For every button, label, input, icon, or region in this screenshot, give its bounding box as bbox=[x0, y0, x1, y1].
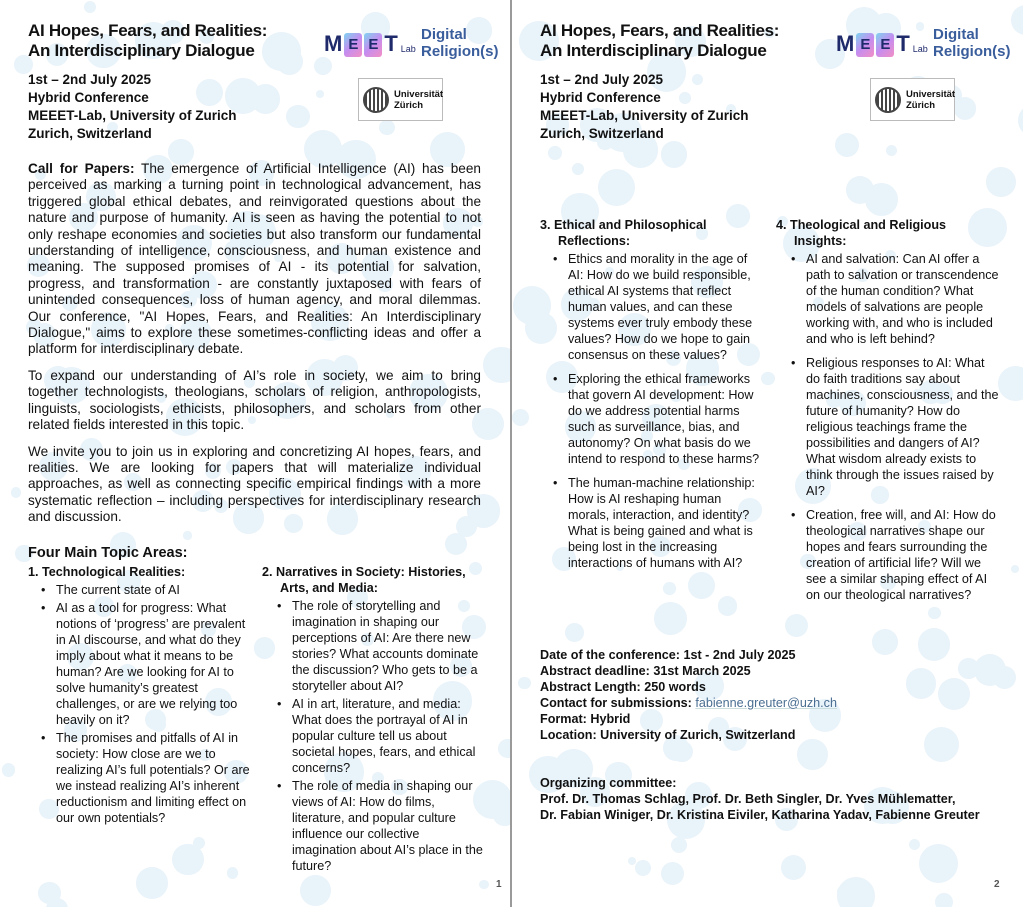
header-block bbox=[540, 21, 826, 143]
paragraph: To expand our understanding of AI’s role in society, we aim to bring together technologists, theologians, scholars of religion, anthropologists, linguists, sociologists, ethicists, philosophers, and scholars from other related fields interested in this topic. bbox=[28, 367, 481, 433]
list-item: • Exploring the ethical frameworks that govern AI development: How do we address potential harms such as surveillance, bias, and autonomy? On what basis do we intend to respond to these harms? bbox=[568, 371, 765, 467]
logo-text: Digital bbox=[421, 26, 467, 43]
title-line: An Interdisciplinary Dialogue bbox=[540, 41, 767, 60]
logo-text: Digital bbox=[933, 26, 979, 43]
contact-email-link[interactable]: fabienne.greuter@uzh.ch bbox=[695, 696, 837, 710]
topics-row bbox=[28, 564, 481, 876]
list-item: • Creation, free will, and AI: How do theological narratives shape our hopes and fears surrounding the creation of artificial life? Will we see a similar shaping effect of AI on our theological narratives? bbox=[806, 507, 1001, 603]
conference-details bbox=[540, 71, 826, 143]
info-deadline bbox=[540, 663, 1002, 679]
list-item: • The role of storytelling and imagination in shaping our perceptions of AI: Are there new stories? What accounts dominate the discussion? Who gets to be a storyteller about AI? bbox=[292, 598, 487, 694]
topic-heading: 4. Theological and Religious Insights: bbox=[776, 218, 947, 248]
page-2-content bbox=[540, 21, 1002, 823]
page-1 bbox=[0, 0, 510, 907]
meeet-lab-logo: M E E T Lab bbox=[836, 31, 928, 56]
label: Date of the conference: bbox=[540, 648, 684, 662]
call-for-papers bbox=[28, 161, 481, 358]
title-line: An Interdisciplinary Dialogue bbox=[28, 41, 255, 60]
value: 1st - 2nd July 2025 bbox=[683, 648, 796, 662]
topic-area-3 bbox=[540, 217, 765, 611]
topic-list bbox=[776, 251, 1001, 603]
conference-title bbox=[540, 21, 826, 61]
meeet-lab-logo: M E E T Lab bbox=[324, 31, 416, 56]
dot bbox=[919, 844, 958, 883]
topic-area-2 bbox=[262, 564, 487, 876]
info-contact bbox=[540, 695, 1002, 711]
topic-heading: 1. Technological Realities: bbox=[28, 564, 186, 579]
logo-text: Zürich bbox=[906, 99, 936, 111]
page-number: 2 bbox=[994, 879, 1000, 890]
logo-text: Universität bbox=[394, 88, 444, 100]
page-1-content bbox=[28, 21, 481, 876]
info-date bbox=[540, 647, 1002, 663]
topics-heading: Four Main Topic Areas: bbox=[28, 544, 188, 561]
page-number: 1 bbox=[496, 879, 502, 890]
dot bbox=[498, 739, 510, 758]
logo-text: Universität bbox=[906, 88, 956, 100]
conference-details bbox=[28, 71, 314, 143]
conference-title bbox=[28, 21, 314, 61]
title-line: AI Hopes, Fears, and Realities: bbox=[540, 21, 780, 40]
committee-members: Dr. Fabian Winiger, Dr. Kristina Eiviler, Katharina Yadav, Fabienne Greuter bbox=[540, 808, 980, 822]
committee-heading: Organizing committee: bbox=[540, 776, 677, 790]
list-item: • The current state of AI bbox=[56, 582, 253, 598]
dot bbox=[998, 366, 1023, 401]
place: Zurich, Switzerland bbox=[28, 126, 152, 141]
dot bbox=[1011, 565, 1019, 573]
dot bbox=[483, 347, 510, 383]
list-item: • AI as a tool for progress: What notions of ‘progress’ are prevalent in AI discourse, and what do they imply about what it means to be human? Are we looking for AI to solve humanity’s greatest challenges, or are we relying too heavily on it? bbox=[56, 600, 253, 728]
dot bbox=[2, 763, 15, 776]
cfp-text: The emergence of Artificial Intelligence (AI) has been perceived as marking a turning point in technological advancement, has triggered global ethical debates, and reinvigorated questions about the nature and purpose of humanity. AI is seen as having the potential to not only reshape economies and societies but also transform our fundamental understanding of intelligence, consciousness, and human existence and meaning. The supposed promises of AI - its potential for salvation, progress, and transformation - are constantly juxtaposed with fears of unintended consequences, loss of human agency, and moral dilemmas. Our conference, "AI Hopes, Fears, and Realities: An Interdisciplinary Dialogue," aims to explore these sometimes-conflicting ideas and offer a platform for interdisciplinary debate. bbox=[28, 161, 481, 357]
label: Contact for submissions: bbox=[540, 696, 696, 710]
format: Hybrid Conference bbox=[540, 90, 661, 105]
host: MEEET-Lab, University of Zurich bbox=[540, 108, 749, 123]
dot bbox=[661, 862, 684, 885]
dot bbox=[935, 893, 953, 907]
list-item: • AI in art, literature, and media: What does the portrayal of AI in popular culture tell us about societal hopes, fears, and ethical concerns? bbox=[292, 696, 487, 776]
organizing-committee bbox=[540, 775, 1002, 823]
logo-text: Religion(s) bbox=[421, 43, 499, 60]
info-location: Location: University of Zurich, Switzerland bbox=[540, 728, 796, 742]
dot bbox=[84, 1, 96, 13]
topic-area-4 bbox=[776, 217, 1001, 611]
dot bbox=[512, 409, 529, 426]
committee-members: Prof. Dr. Thomas Schlag, Prof. Dr. Beth Singler, Dr. Yves Mühlematter, bbox=[540, 792, 956, 806]
paragraph: We invite you to join us in exploring and concretizing AI hopes, fears, and realities. We are looking for papers that will materialize individual approaches, as well as connecting specific empirical findings with a more systematic reflection – including perspectives for interdisciplinary research and discussion. bbox=[28, 443, 481, 525]
dot bbox=[11, 487, 22, 498]
topic-area-1 bbox=[28, 564, 253, 876]
host: MEEET-Lab, University of Zurich bbox=[28, 108, 237, 123]
date: 1st – 2nd July 2025 bbox=[28, 72, 152, 87]
format: Hybrid Conference bbox=[28, 90, 149, 105]
topic-heading: 3. Ethical and Philosophical Reflections: bbox=[540, 218, 707, 248]
topic-list bbox=[540, 251, 765, 571]
info-format: Format: Hybrid bbox=[540, 712, 631, 726]
topic-heading: 2. Narratives in Society: Histories, Arts, and Media: bbox=[262, 564, 466, 595]
dot bbox=[300, 875, 331, 906]
dot bbox=[38, 882, 60, 904]
list-item: • Religious responses to AI: What do faith traditions say about machines, consciousness, and the future of humanity? How do religious teachings frame the possibilities and dangers of AI? What wisdom already exists to think through the issues raised by AI? bbox=[806, 355, 1001, 499]
list-item: • The human-machine relationship: How is AI reshaping human morals, interaction, and identity? What is being gained and what is being lost in the increasing interactions of humans with AI? bbox=[568, 475, 765, 571]
value: 31st March 2025 bbox=[653, 664, 751, 678]
topic-list bbox=[262, 598, 487, 874]
dot bbox=[837, 877, 875, 907]
list-item: • Ethics and morality in the age of AI: How do we build responsible, ethical AI systems that reflect human values, and can these systems ever truly embody these values? How do we hope to gain consensus on these values? bbox=[568, 251, 765, 363]
logo-text: Zürich bbox=[394, 99, 424, 111]
dot bbox=[671, 837, 687, 853]
list-item: • The promises and pitfalls of AI in society: How close are we to realizing AI’s full potentials? Or are we instead realizing AI’s inherent reductionism and limiting effect on our own potentials? bbox=[56, 730, 253, 826]
topic-list bbox=[28, 582, 253, 826]
dot bbox=[781, 855, 806, 880]
conference-info bbox=[540, 647, 1002, 743]
dot bbox=[635, 860, 651, 876]
dot bbox=[909, 839, 920, 850]
page-2 bbox=[512, 0, 1023, 907]
header-block bbox=[28, 21, 314, 143]
info-length: Abstract Length: 250 words bbox=[540, 680, 706, 694]
topics-row bbox=[540, 217, 1002, 611]
date: 1st – 2nd July 2025 bbox=[540, 72, 664, 87]
logo-text: Religion(s) bbox=[933, 43, 1011, 60]
cfp-label: Call for Papers: bbox=[28, 161, 135, 176]
dot bbox=[518, 677, 530, 689]
label: Abstract deadline: bbox=[540, 664, 654, 678]
dot bbox=[479, 880, 489, 890]
place: Zurich, Switzerland bbox=[540, 126, 664, 141]
list-item: • The role of media in shaping our views of AI: How do films, literature, and popular culture influence our collective imagination about AI’s place in the future? bbox=[292, 778, 487, 874]
title-line: AI Hopes, Fears, and Realities: bbox=[28, 21, 268, 40]
list-item: • AI and salvation: Can AI offer a path to salvation or transcendence of the human condition? What models of salvations are people working with, and who is included and who is left behind? bbox=[806, 251, 1001, 347]
